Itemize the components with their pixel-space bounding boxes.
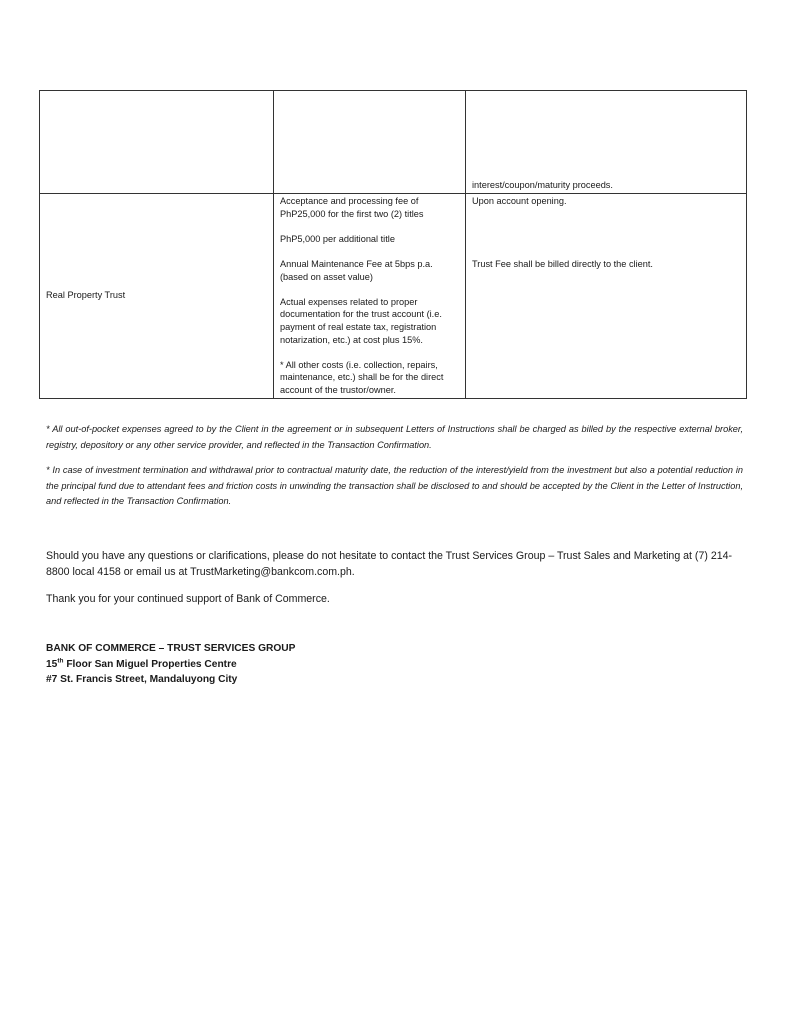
fees-table [39, 90, 747, 399]
billing-item: Upon account opening. [472, 196, 567, 206]
trust-type-label: Real Property Trust [46, 289, 126, 300]
footnotes [46, 422, 743, 520]
fee-item: Annual Maintenance Fee at 5bps p.a. (based on asset value) [280, 258, 433, 282]
table-cell [466, 91, 747, 194]
signature-block [46, 641, 743, 688]
footnote: * All out-of-pocket expenses agreed to by the Client in the agreement or in subsequent Letters of Instructions shall be charged as billed by the respective external broker, registry, depository or any other service provider, and reflected in the Transaction Confirmation. [46, 424, 743, 450]
table-row [40, 91, 747, 194]
billing-cell [466, 194, 747, 399]
fee-item: Actual expenses related to proper documentation for the trust account (i.e. payment of real estate tax, registration notarization, etc.) at cost plus 15%. [280, 296, 442, 345]
trust-type-cell [40, 194, 274, 399]
fee-item: * All other costs (i.e. collection, repairs, maintenance, etc.) shall be for the direct account of the trustor/owner. [280, 359, 444, 395]
thanks-paragraph: Thank you for your continued support of Bank of Commerce. [46, 593, 330, 605]
table-cell [40, 91, 274, 194]
address-line-2: #7 St. Francis Street, Mandaluyong City [46, 674, 238, 685]
fee-item: Acceptance and processing fee of PhP25,000 for the first two (2) titles [280, 196, 424, 219]
billing-item: Trust Fee shall be billed directly to the client. [472, 258, 653, 269]
org-name: BANK OF COMMERCE – TRUST SERVICES GROUP [46, 643, 296, 654]
footnote: * In case of investment termination and withdrawal prior to contractual maturity date, the reduction of the interest/yield from the investment but also a potential reduction in the principal fund due to attendant fees and friction costs in unwinding the transaction shall be disclosed to and should be accepted by the Client in the Letter of Instruction, and reflected in the Transaction Confirmation. [46, 465, 743, 506]
fee-item: PhP5,000 per additional title [280, 233, 395, 244]
letter-body [46, 548, 743, 618]
address-line-1: 15th Floor San Miguel Properties Centre [46, 657, 237, 670]
table-cell [274, 91, 466, 194]
continued-text: interest/coupon/maturity proceeds. [472, 180, 613, 191]
table-row [40, 194, 747, 399]
contact-paragraph: Should you have any questions or clarifications, please do not hesitate to contact the Trust Services Group – Trust Sales and Marketing at (7) 214-8800 local 4158 or email us at TrustMarketing@bankcom.com.ph. [46, 550, 733, 578]
fees-cell [274, 194, 466, 399]
